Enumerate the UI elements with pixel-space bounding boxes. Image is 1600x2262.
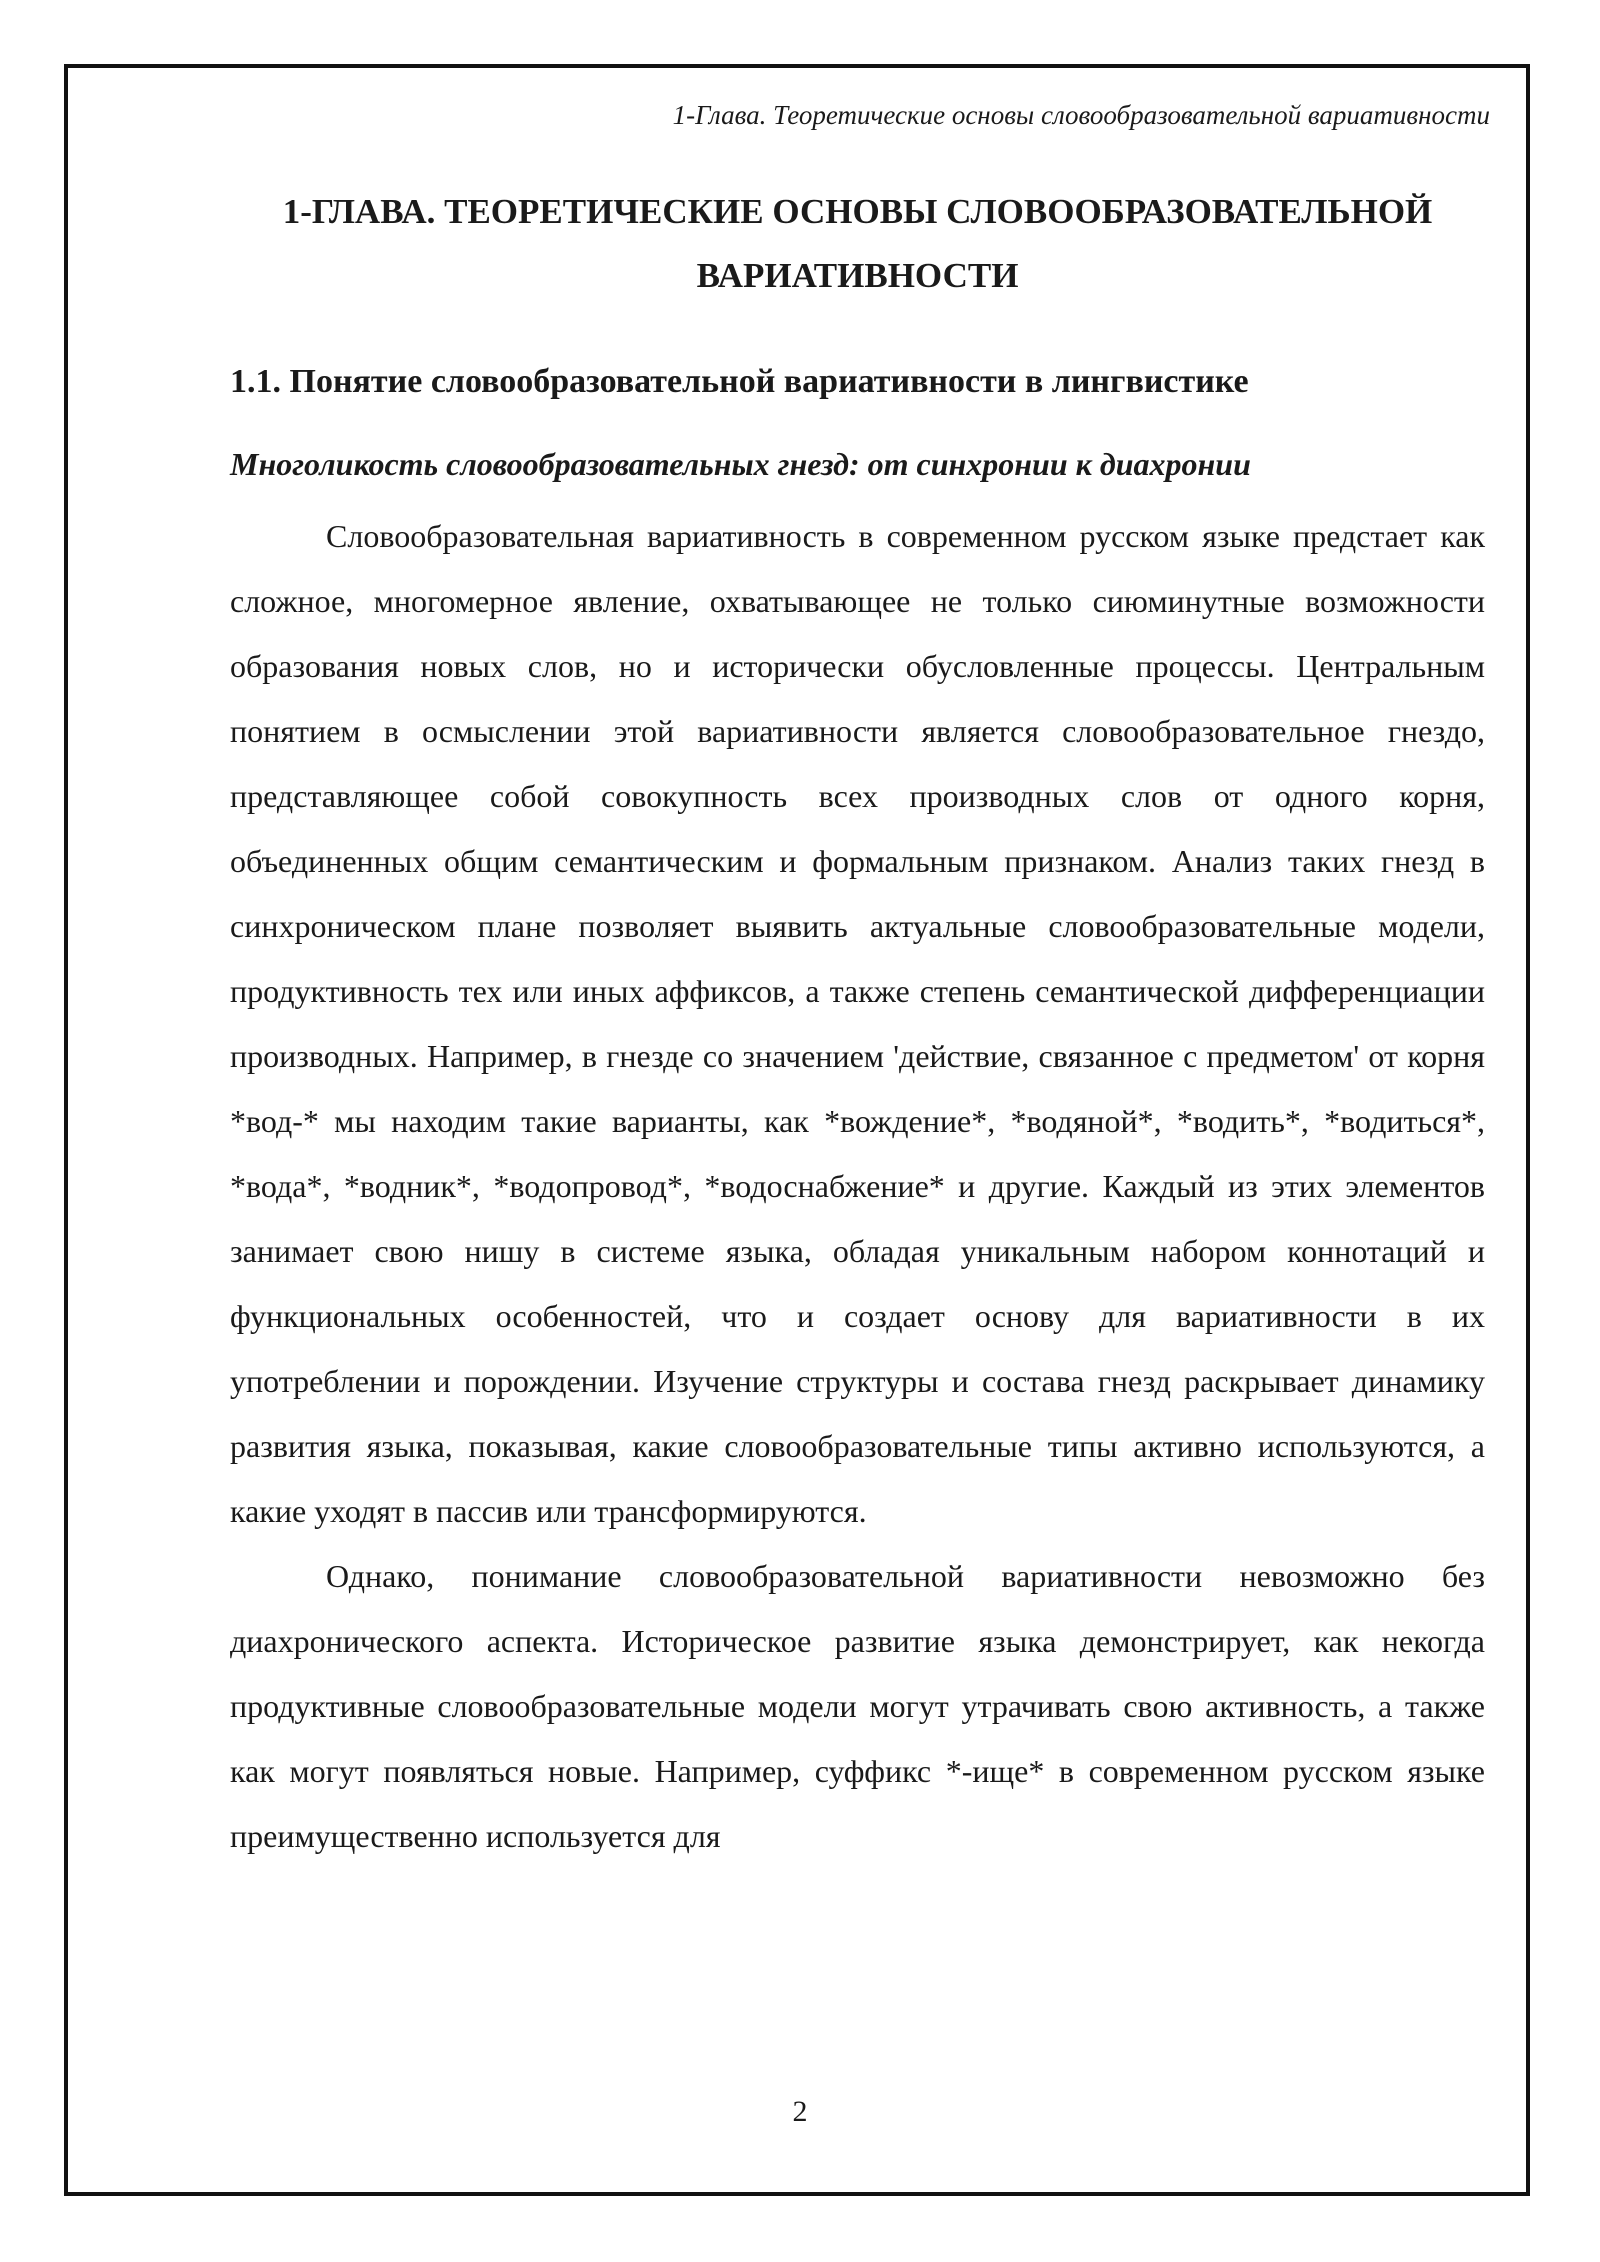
paragraph: Однако, понимание словообразовательной вариативности невозможно без диахронического аспекта. Историческое развитие языка демонстрирует, как некогда продуктивные словообразовательные модели могут утрачивать свою активность, а также как могут появляться новые. Например, суффикс *-ище* в современном русском языке преимущественно используется для [230,1558,1485,1854]
paragraph: Словообразовательная вариативность в современном русском языке предстает как сложное, многомерное явление, охватывающее не только сиюминутные возможности образования новых слов, но и исторически обусловленные процессы. Центральным понятием в осмыслении этой вариативности является словообразовательное гнездо, представляющее собой совокупность всех производных слов от одного корня, объединенных общим семантическим и формальным признаком. Анализ таких гнезд в синхроническом плане позволяет выявить актуальные словообразовательные модели, продуктивность тех или иных аффиксов, а также степень семантической дифференциации производных. Например, в гнезде со значением 'действие, связанное с предметом' от корня *вод-* мы находим такие варианты, как *вождение*, *водяной*, *водить*, *водиться*, *вода*, *водник*, *водопровод*, *водоснабжение* и другие. Каждый из этих элементов занимает свою нишу в системе языка, обладая уникальным набором коннотаций и функциональных особенностей, что и создает основу для вариативности в их употреблении и порождении. Изучение структуры и состава гнезд раскрывает динамику развития языка, показывая, какие словообразовательные типы активно используются, а какие уходят в пассив или трансформируются. [230,518,1485,1529]
chapter-title: 1-ГЛАВА. ТЕОРЕТИЧЕСКИЕ ОСНОВЫ СЛОВООБРАЗОВАТЕЛЬНОЙ ВАРИАТИВНОСТИ [282,192,1433,295]
running-header: 1-Глава. Теоретические основы словообразовательной вариативности [672,100,1490,130]
section-title: 1.1. Понятие словообразовательной вариативности в лингвистике [230,363,1249,400]
document-body [230,180,1485,1869]
page-number: 2 [792,2095,808,2128]
subsection-title: Многоликость словообразовательных гнезд: от синхронии к диахронии [230,446,1251,482]
